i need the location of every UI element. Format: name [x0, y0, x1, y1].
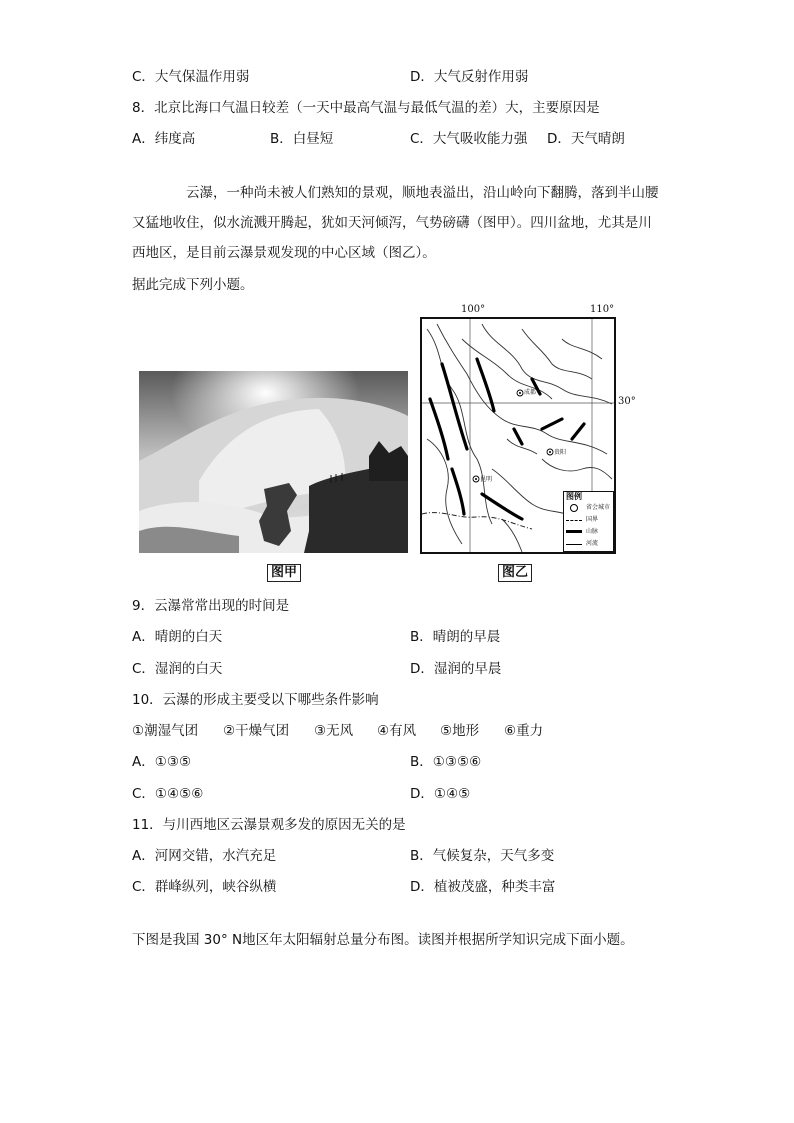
next-question-intro: 下图是我国 30° N地区年太阳辐射总量分布图。读图并根据所学知识完成下面小题。 — [132, 932, 634, 948]
q10-item-1: ①潮湿气团 — [132, 723, 199, 739]
legend-border: 国界 — [564, 514, 613, 526]
legend-mountain: 山脉 — [564, 526, 613, 538]
passage-text: 云瀑，一种尚未被人们熟知的景观，顺地表溢出，沿山岭向下翻腾，落到半山腰又猛地收住，似水流溅开腾起，犹如天河倾泻，气势磅礴（图甲）。四川盆地，尤其是川西地区，是目前云瀑景观发现的中心区域（图乙）。 — [132, 185, 659, 261]
q9-option-a: A．晴朗的白天 — [132, 629, 223, 645]
q8-stem: 8．北京比海口气温日较差（一天中最高气温与最低气温的差）大，主要原因是 — [132, 100, 600, 116]
q10-item-2: ②干燥气团 — [223, 723, 290, 739]
q10-item-4: ④有风 — [377, 723, 417, 739]
q11-option-a: A．河网交错，水汽充足 — [132, 848, 277, 864]
map-longitude-100: 100° — [461, 304, 486, 315]
q8-option-c: C．大气吸收能力强 — [410, 131, 528, 147]
q11-option-c: C．群峰纵列，峡谷纵横 — [132, 879, 277, 895]
passage-lead: 据此完成下列小题。 — [132, 277, 254, 293]
map-longitude-110: 110° — [590, 304, 615, 315]
border-line-icon — [566, 520, 582, 521]
figure-jia-caption: 图甲 — [267, 564, 301, 582]
legend-capital-city: 省会城市 — [564, 502, 613, 514]
q9-option-b: B．晴朗的早晨 — [410, 629, 501, 645]
q9-option-d: D．湿润的早晨 — [410, 661, 502, 677]
q9-stem: 9．云瀑常常出现的时间是 — [132, 598, 290, 614]
q8-option-a: A．纬度高 — [132, 131, 196, 147]
map-latitude-30: 30° — [618, 396, 636, 407]
sichuan-map — [420, 317, 616, 554]
q10-item-6: ⑥重力 — [504, 723, 544, 739]
legend-river: 河流 — [564, 538, 613, 550]
river-line-icon — [566, 544, 582, 545]
q8-option-d: D．天气晴朗 — [547, 131, 625, 147]
q7-option-c: C．大气保温作用弱 — [132, 69, 250, 85]
cloud-waterfall-photo — [139, 371, 408, 553]
map-city-guiyang: 贵阳 — [554, 449, 567, 456]
q10-stem: 10．云瀑的形成主要受以下哪些条件影响 — [132, 692, 379, 708]
q11-option-d: D．植被茂盛，种类丰富 — [410, 879, 556, 895]
map-city-kunming: 昆明 — [480, 476, 493, 483]
q10-option-a: A．①③⑤ — [132, 754, 192, 770]
mountain-line-icon — [566, 530, 582, 533]
q10-item-3: ③无风 — [314, 723, 354, 739]
map-legend-title: 图例 — [566, 492, 582, 501]
q11-stem: 11．与川西地区云瀑景观多发的原因无关的是 — [132, 817, 406, 833]
q10-option-d: D．①④⑤ — [410, 786, 471, 802]
map-legend — [563, 491, 614, 552]
q7-option-d: D．大气反射作用弱 — [410, 69, 529, 85]
q9-option-c: C．湿润的白天 — [132, 661, 223, 677]
capital-city-icon — [570, 504, 578, 512]
q8-option-b: B．白昼短 — [270, 131, 334, 147]
q11-option-b: B．气候复杂，天气多变 — [410, 848, 555, 864]
figure-yi-caption: 图乙 — [498, 564, 532, 582]
q10-item-5: ⑤地形 — [440, 723, 480, 739]
map-city-chengdu: 成都 — [524, 389, 537, 396]
q10-option-c: C．①④⑤⑥ — [132, 786, 204, 802]
q10-option-b: B．①③⑤⑥ — [410, 754, 482, 770]
